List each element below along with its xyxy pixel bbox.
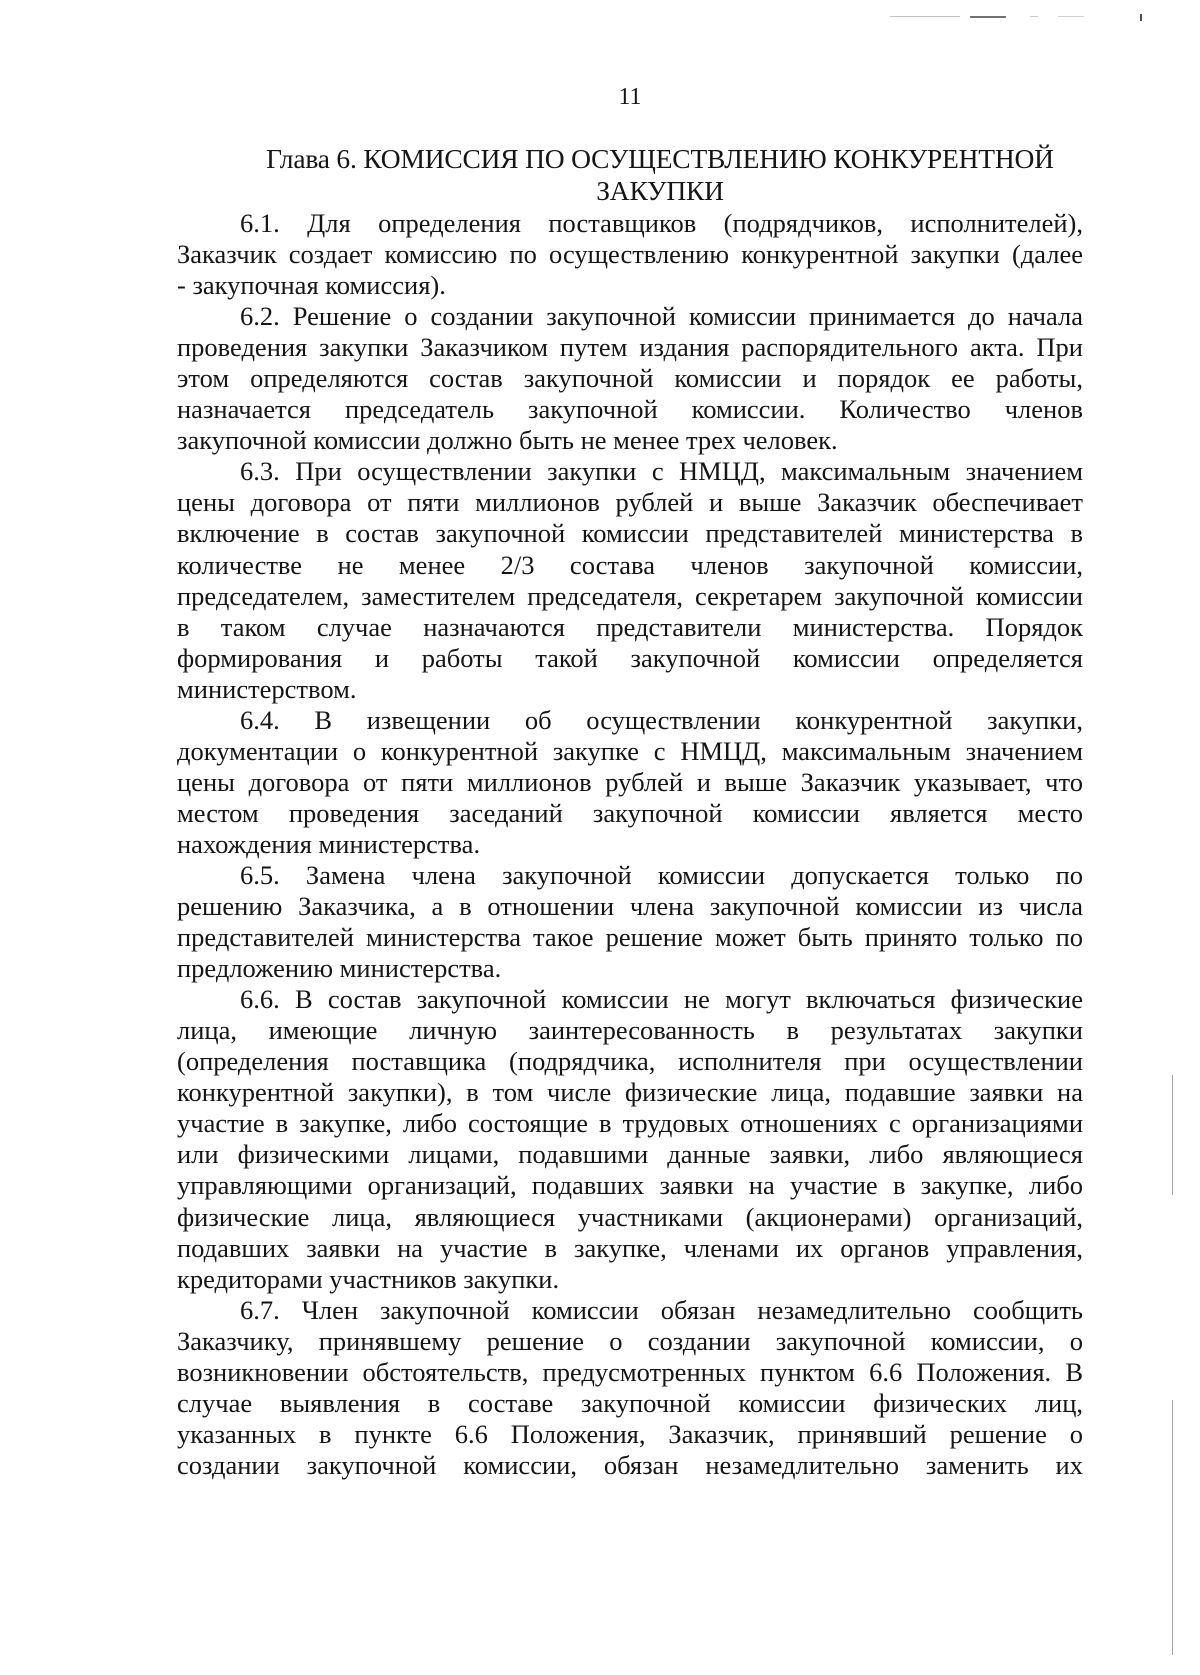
paragraph-line: цены договора от пяти миллионов рублей и выше Заказчик указывает, что — [177, 766, 1083, 797]
chapter-title — [240, 143, 1080, 207]
paragraph-first-line: 6.6. В состав закупочной комиссии не могут включаться физические — [240, 984, 1083, 1015]
paragraph-line: нахождения министерства. — [177, 828, 481, 859]
paragraph-line: возникновении обстоятельств, предусмотренных пунктом 6.6 Положения. В — [177, 1356, 1083, 1387]
paragraph-line: включение в состав закупочной комиссии представителей министерства в — [177, 518, 1083, 549]
scan-edge-line — [1172, 1400, 1173, 1655]
paragraph-line: лица, имеющие личную заинтересованность в результатах закупки — [177, 1015, 1083, 1046]
paragraph-line: участие в закупке, либо состоящие в трудовых отношениях с организациями — [177, 1108, 1083, 1139]
paragraph-line: подавших заявки на участие в закупке, членами их органов управления, — [177, 1232, 1083, 1263]
paragraph-line: - закупочная комиссия). — [177, 270, 446, 301]
paragraph-line: закупочной комиссии должно быть не менее трех человек. — [177, 425, 838, 456]
paragraph-line: формирования и работы такой закупочной комиссии определяется — [177, 642, 1083, 673]
scan-edge-line — [1172, 1075, 1173, 1195]
paragraph-line: указанных в пункте 6.6 Положения, Заказчик, принявший решение о — [177, 1418, 1083, 1449]
paragraph-line: конкурентной закупки), в том числе физические лица, подавшие заявки на — [177, 1077, 1083, 1108]
paragraph-line: цены договора от пяти миллионов рублей и выше Заказчик обеспечивает — [177, 487, 1083, 518]
paragraph-line: Заказчику, принявшему решение о создании закупочной комиссии, о — [177, 1325, 1083, 1356]
paragraph-first-line: 6.4. В извещении об осуществлении конкурентной закупки, — [240, 704, 1083, 735]
paragraph-line: этом определяются состав закупочной комиссии и порядок ее работы, — [177, 363, 1083, 394]
page-number: 11 — [618, 84, 642, 110]
paragraph-first-line: 6.2. Решение о создании закупочной комиссии принимается до начала — [240, 301, 1083, 332]
paragraph-line: кредиторами участников закупки. — [177, 1263, 560, 1294]
paragraph-first-line: 6.3. При осуществлении закупки с НМЦД, максимальным значением — [240, 456, 1083, 487]
paragraph-line: в таком случае назначаются представители министерства. Порядок — [177, 611, 1083, 642]
paragraph-line: (определения поставщика (подрядчика, исполнителя при осуществлении — [177, 1046, 1083, 1077]
paragraph-line: или физическими лицами, подавшими данные заявки, либо являющиеся — [177, 1139, 1083, 1170]
paragraph-first-line: 6.5. Замена члена закупочной комиссии допускается только по — [240, 859, 1083, 890]
paragraph-line: управляющими организаций, подавших заявки на участие в закупке, либо — [177, 1170, 1083, 1201]
body-text — [177, 208, 1083, 1481]
paragraph-first-line: 6.7. Член закупочной комиссии обязан незамедлительно сообщить — [240, 1294, 1083, 1325]
paragraph-line: представителей министерства такое решение может быть принято только по — [177, 922, 1083, 953]
paragraph-line: физические лица, являющиеся участниками (акционерами) организаций, — [177, 1201, 1083, 1232]
paragraph-line: создании закупочной комиссии, обязан незамедлительно заменить их — [177, 1449, 1083, 1480]
paragraph-line: назначается председатель закупочной комиссии. Количество членов — [177, 394, 1083, 425]
paragraph-line: количестве не менее 2/3 состава членов закупочной комиссии, — [177, 549, 1083, 580]
scan-artifact-marks — [880, 16, 1180, 22]
paragraph-line: местом проведения заседаний закупочной комиссии является место — [177, 797, 1083, 828]
chapter-title-line: Глава 6. КОМИССИЯ ПО ОСУЩЕСТВЛЕНИЮ КОНКУРЕНТНОЙ — [266, 143, 1054, 174]
paragraph-line: решению Заказчика, а в отношении члена закупочной комиссии из числа — [177, 891, 1083, 922]
paragraph-first-line: 6.1. Для определения поставщиков (подрядчиков, исполнителей), — [240, 208, 1083, 238]
paragraph-line: министерством. — [177, 673, 357, 704]
paragraph-line: случае выявления в составе закупочной комиссии физических лиц, — [177, 1387, 1083, 1418]
paragraph-line: председателем, заместителем председателя, секретарем закупочной комиссии — [177, 580, 1083, 611]
paragraph-line: документации о конкурентной закупке с НМЦД, максимальным значением — [177, 735, 1083, 766]
chapter-title-line: ЗАКУПКИ — [596, 175, 724, 206]
paragraph-line: Заказчик создает комиссию по осуществлению конкурентной закупки (далее — [177, 239, 1083, 270]
paragraph-line: предложению министерства. — [177, 953, 502, 984]
paragraph-line: проведения закупки Заказчиком путем издания распорядительного акта. При — [177, 332, 1083, 363]
